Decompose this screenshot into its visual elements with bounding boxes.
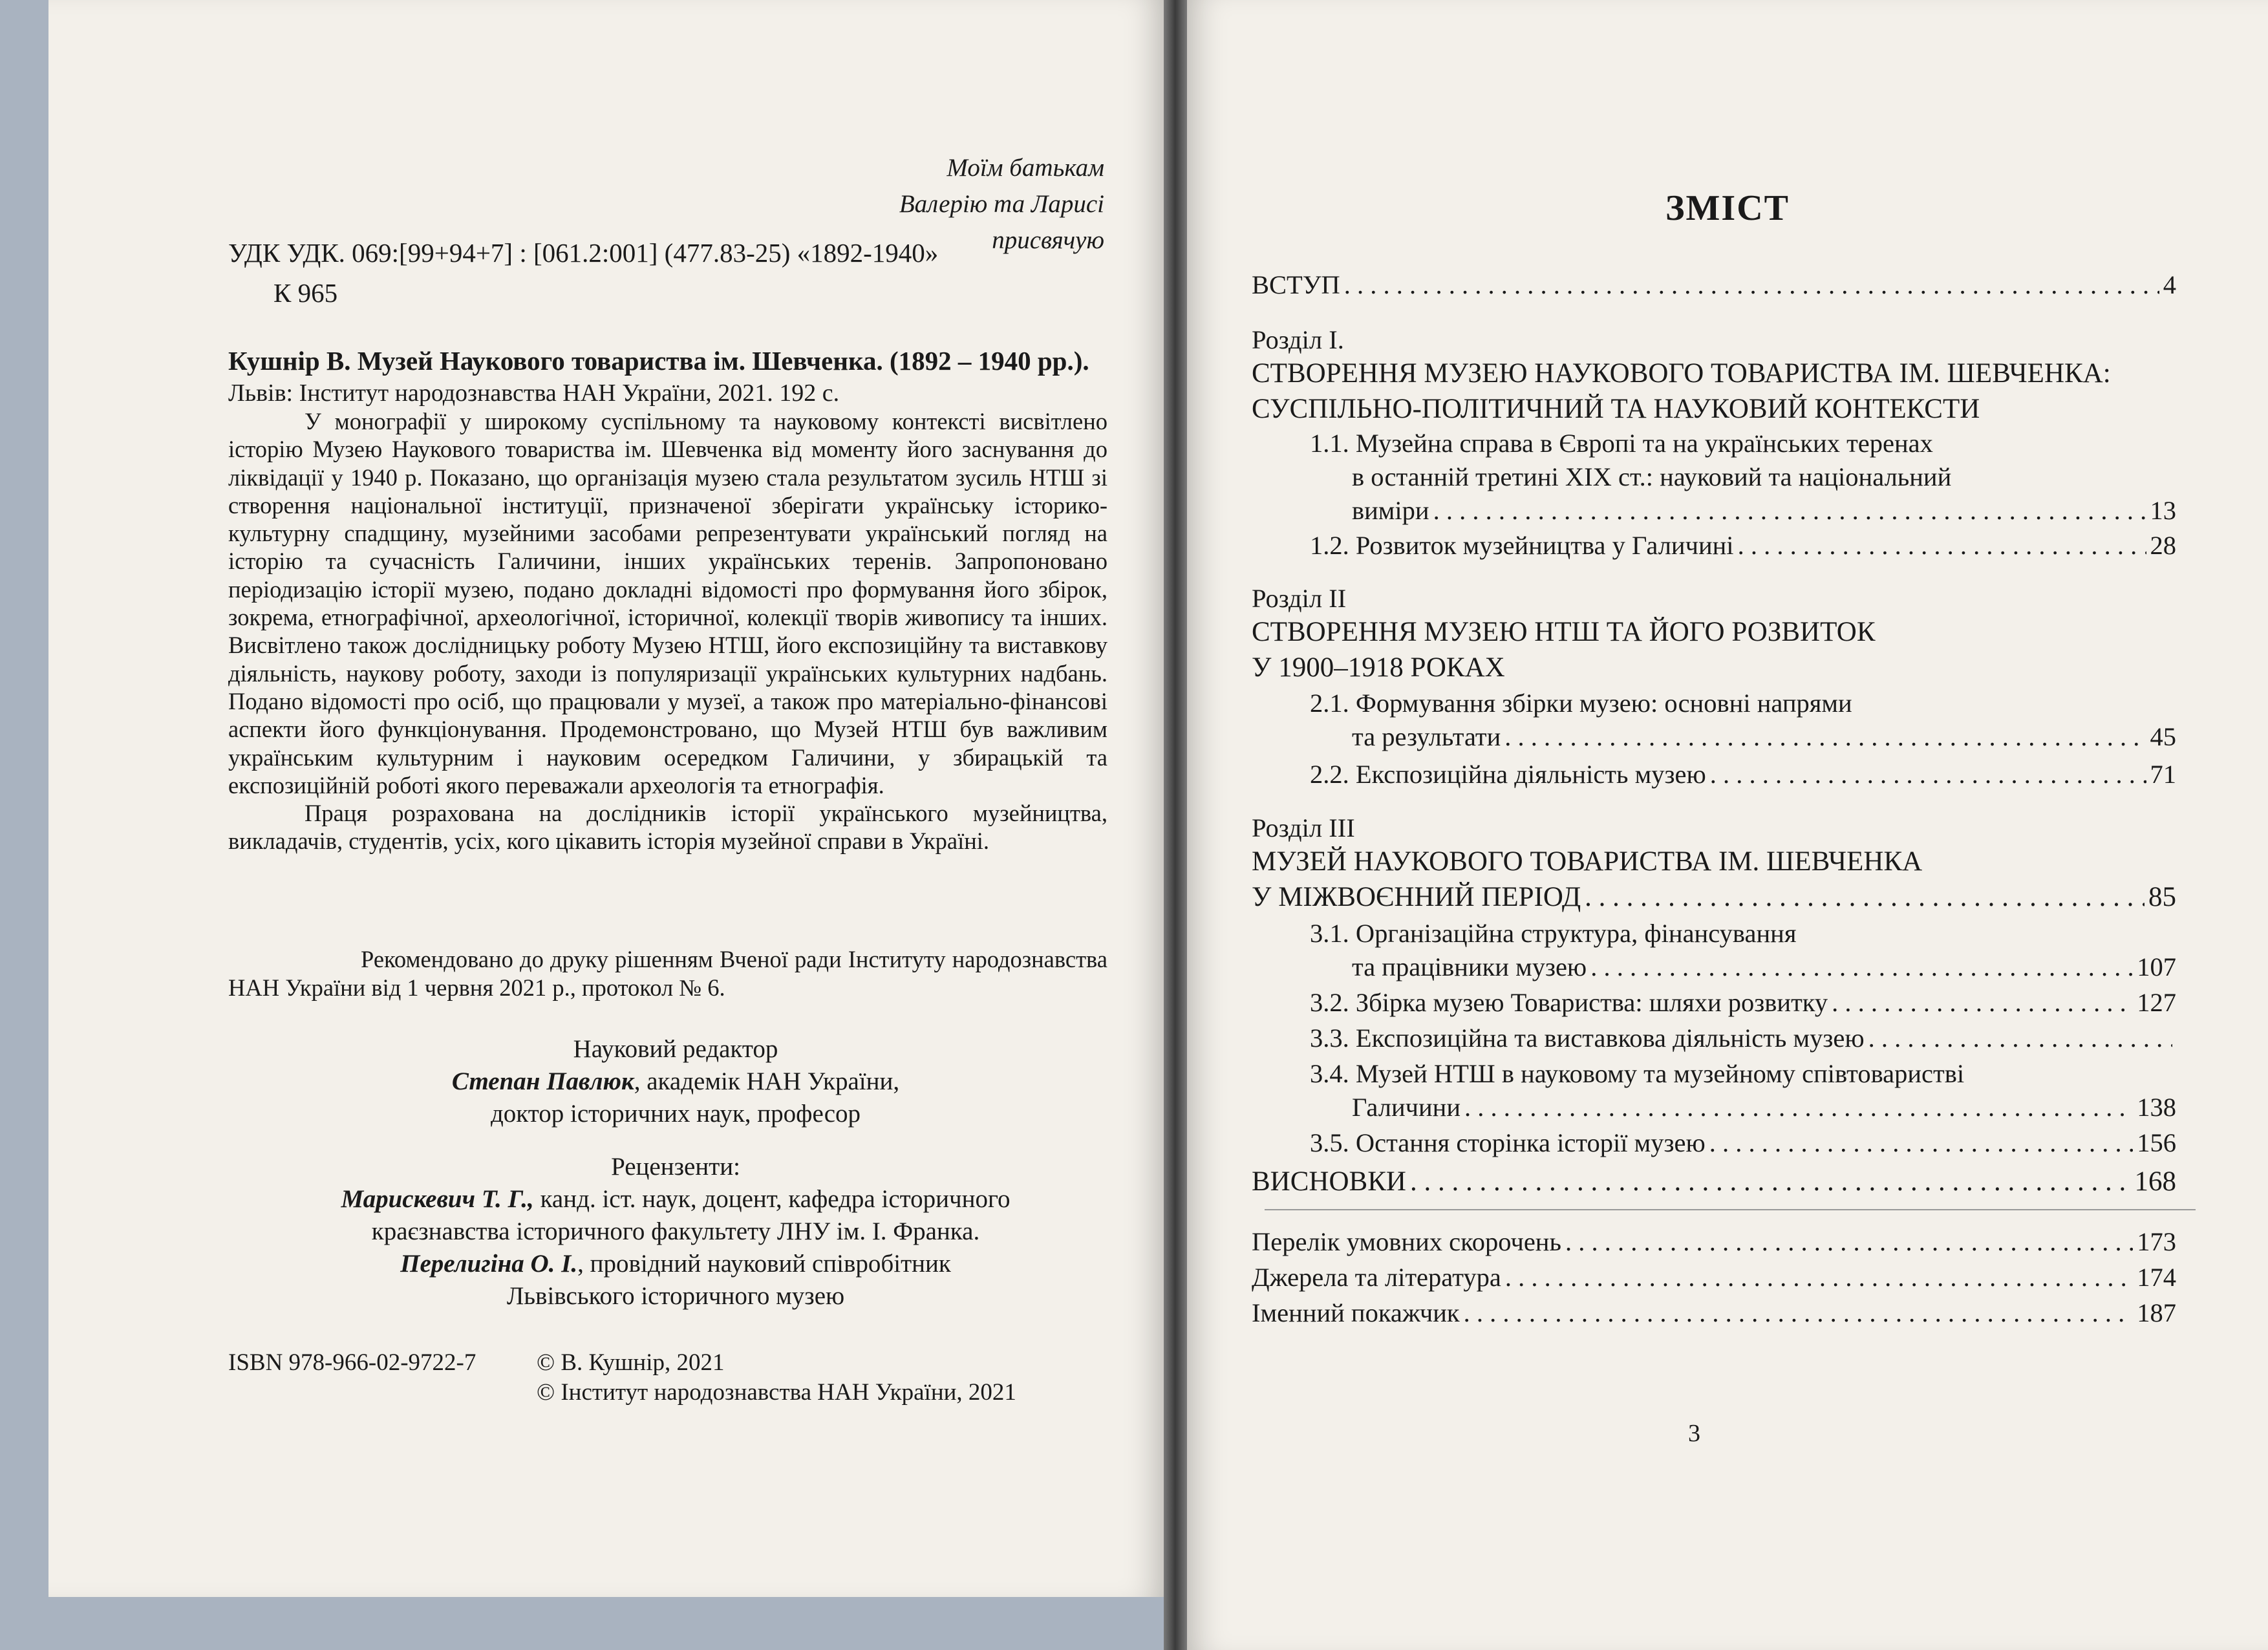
- toc-entry: 1.2. Розвиток музейництва у Галичині . . . 28: [1310, 529, 2176, 562]
- toc-entry: 1.1. Музейна справа в Європі та на українських теренах: [1310, 429, 1933, 458]
- toc-entry: в останній третині ХІХ ст.: науковий та національний: [1352, 462, 1952, 491]
- toc-entry: 3.3. Експозиційна та виставкова діяльність музею . . .: [1310, 1022, 2176, 1055]
- editor-name: Степан Павлюк: [451, 1067, 634, 1095]
- abstract: [228, 407, 1107, 855]
- reviewers-label: Рецензенти:: [611, 1153, 740, 1181]
- toc-entry: ВСТУП . . . 4: [1252, 268, 2176, 302]
- toc-entry: Джерела та література . . . 174: [1252, 1261, 2176, 1294]
- copyright: © В. Кушнір, 2021 © Інститут народознавства НАН України, 2021: [537, 1349, 1016, 1406]
- isbn: ISBN 978-966-02-9722-7: [228, 1349, 476, 1376]
- bibliographic-entry: [228, 344, 1120, 409]
- toc-entry: та працівники музею . . . 107: [1352, 950, 2176, 984]
- toc-title: ЗМІСТ: [1665, 188, 1790, 228]
- section-title: У 1900–1918 РОКАХ: [1252, 652, 1505, 683]
- section-title: СТВОРЕННЯ МУЗЕЮ НТШ ТА ЙОГО РОЗВИТОК: [1252, 617, 1876, 647]
- toc-entry: Іменний покажчик . . . 187: [1252, 1296, 2176, 1330]
- recommendation: Рекомендовано до друку рішенням Вченої ради Інституту народознавства НАН України від 1 червня 2021 р., протокол № 6.: [228, 946, 1107, 1001]
- udk-block: [228, 233, 938, 313]
- section-title: МУЗЕЙ НАУКОВОГО ТОВАРИСТВА ІМ. ШЕВЧЕНКА: [1252, 846, 1923, 877]
- section-title: СУСПІЛЬНО-ПОЛІТИЧНИЙ ТА НАУКОВИЙ КОНТЕКСТИ: [1252, 394, 1980, 424]
- editor-label: Науковий редактор: [573, 1035, 778, 1063]
- toc-entry: 2.2. Експозиційна діяльність музею . . . 71: [1310, 758, 2176, 791]
- toc-entry: 3.2. Збірка музею Товариства: шляхи розвитку . . . 127: [1310, 986, 2176, 1020]
- toc-entry: Перелік умовних скорочень . . . 173: [1252, 1225, 2176, 1259]
- biblio-title: Кушнір В. Музей Наукового товариства ім. Шевченка. (1892 – 1940 рр.).: [228, 346, 1089, 376]
- abstract-paragraph: Праця розрахована на дослідників історії українського музейництва, викладачів, студентів, усіх, кого цікавить історія музейної справи в Україні.: [228, 800, 1107, 855]
- section-label: Розділ III: [1252, 813, 1355, 842]
- toc-entry: У МІЖВОЄННИЙ ПЕРІОД . . . 85: [1252, 879, 2176, 916]
- reviewer-name: Марискевич Т. Г.,: [341, 1185, 534, 1213]
- page-number: 3: [1688, 1420, 1700, 1447]
- toc-entry: 3.5. Остання сторінка історії музею . . . 156: [1310, 1126, 2176, 1160]
- biblio-publisher: Львів: Інститут народознавства НАН України, 2021. 192 с.: [228, 380, 840, 407]
- reviewers-block: Рецензенти: Марискевич Т. Г., канд. іст. наук, доцент, кафедра історичного краєзнавства історичного факультету ЛНУ ім. І. Франка. Перелигіна О. І., провідний науковий співробітник Львівського історичного музею: [294, 1151, 1057, 1312]
- reviewer-name: Перелигіна О. І.: [400, 1250, 578, 1278]
- right-page: [1187, 0, 2268, 1650]
- editor-degree: доктор історичних наук, професор: [490, 1100, 861, 1128]
- udk-code: УДК УДК. 069:[99+94+7] : [061.2:001] (477.83-25) «1892-1940»: [228, 238, 939, 268]
- toc-entry: 3.1. Організаційна структура, фінансування: [1310, 919, 1797, 948]
- section-label: Розділ I.: [1252, 325, 1344, 354]
- divider: [1265, 1209, 2196, 1210]
- section-title: СТВОРЕННЯ МУЗЕЮ НАУКОВОГО ТОВАРИСТВА ІМ. ШЕВЧЕНКА:: [1252, 358, 2111, 389]
- editor-block: [294, 1033, 1057, 1130]
- toc-entry: виміри . . . 13: [1352, 494, 2176, 528]
- section-label: Розділ II: [1252, 584, 1347, 613]
- toc-entry: та результати . . . 45: [1352, 720, 2176, 754]
- left-page: [48, 0, 1164, 1597]
- book-gutter: [1164, 0, 1187, 1650]
- toc-entry: 3.4. Музей НТШ в науковому та музейному співтоваристві: [1310, 1059, 1965, 1088]
- editor-title: , академік НАН України,: [634, 1067, 900, 1095]
- dedication: Моїм батькам Валерію та Ларисі присвячую: [899, 154, 1104, 254]
- toc-entry: ВИСНОВКИ . . . 168: [1252, 1164, 2176, 1200]
- k-code: К 965: [273, 278, 338, 308]
- toc-entry: Галичини . . . 138: [1352, 1091, 2176, 1124]
- toc-entry: 2.1. Формування збірки музею: основні напрями: [1310, 689, 1852, 718]
- abstract-paragraph: У монографії у широкому суспільному та науковому контексті висвітлено історію Музею Наукового товариства ім. Шевченка від моменту його заснування до ліквідації у 1940 р. Показано, що організація музею стала результатом зусиль НТШ зі створення національної інституції, призначеної зберігати українську історико-культурну спадщину, музейними засобами репрезентувати український погляд на історію та сучасність Галичини, інших українських теренів. Запропоновано періодизацію історії музею, подано докладні відомості про формування його збірок, зокрема, етнографічної, археологічної, історичної, колекції творів живопису та інших. Висвітлено також дослідницьку роботу Музею НТШ, його експозиційну та виставкову діяльність, наукову роботу, заходи із популяризації українських культурних надбань. Подано відомості про осіб, що працювали у музеї, а також про матеріально-фінансові аспекти його функціонування. Продемонстровано, що Музей НТШ був важливим українським культурним і науковим осередком Галичини, у збирацькій та експозиційній роботі якого переважали археологія та етнографія.: [228, 408, 1107, 798]
